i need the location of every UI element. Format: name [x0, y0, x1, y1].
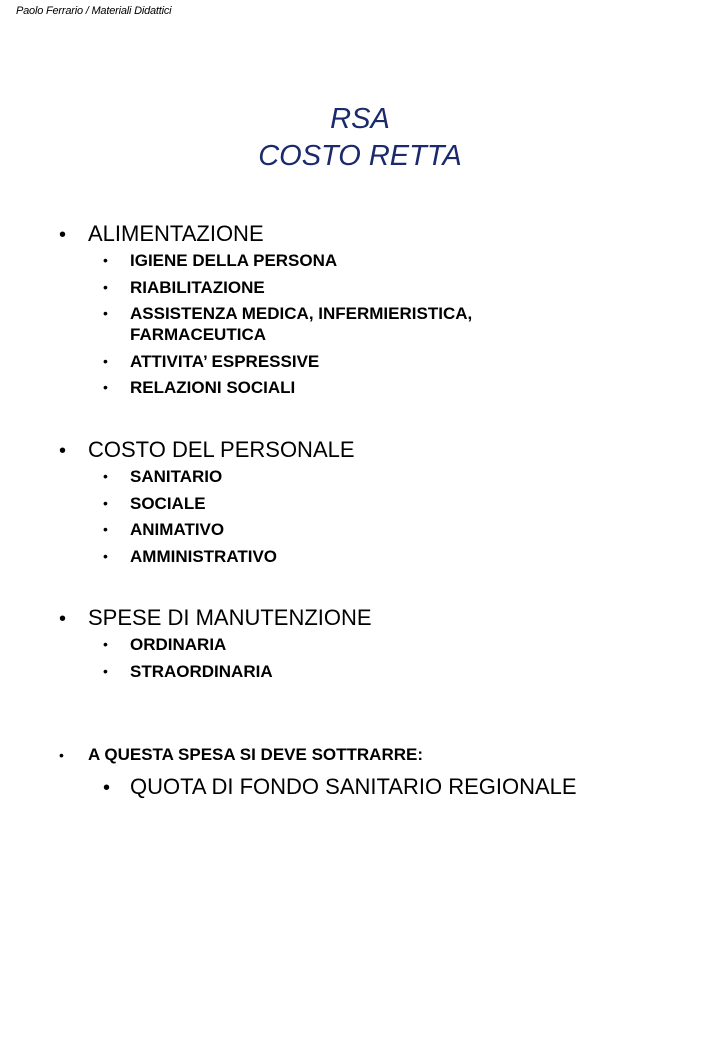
- list-item: • ASSISTENZA MEDICA, INFERMIERISTICA, FARMACEUTICA: [103, 304, 473, 344]
- section-heading-text: ALIMENTAZIONE: [88, 221, 264, 246]
- section-heading-text: COSTO DEL PERSONALE: [88, 437, 355, 462]
- bullet-icon: •: [103, 521, 108, 537]
- deduction-item-text: QUOTA DI FONDO SANITARIO REGIONALE: [130, 774, 577, 799]
- section-heading: [56, 437, 696, 464]
- list-item: • AMMINISTRATIVO: [103, 546, 278, 566]
- bullet-icon: •: [59, 608, 67, 630]
- bullet-icon: •: [59, 224, 67, 246]
- list-item: • STRAORDINARIA: [103, 661, 273, 681]
- title-line-2: COSTO RETTA: [258, 140, 462, 172]
- list-item: • RIABILITAZIONE: [103, 277, 265, 297]
- bullet-icon: •: [103, 379, 108, 395]
- deduction-heading-text: A QUESTA SPESA SI DEVE SOTTRARRE:: [88, 745, 424, 764]
- deduction-heading: [56, 744, 696, 766]
- section-heading: [56, 605, 696, 632]
- bullet-icon: •: [59, 440, 67, 462]
- bullet-icon: •: [103, 305, 108, 321]
- sub-list: [56, 466, 696, 567]
- list-item: • SANITARIO: [103, 467, 223, 486]
- section-alimentazione: [56, 221, 696, 404]
- list-item: • ORDINARIA: [103, 635, 227, 654]
- bullet-icon: •: [103, 252, 108, 268]
- section-heading-text: SPESE DI MANUTENZIONE: [88, 605, 372, 630]
- bullet-icon: •: [103, 662, 108, 679]
- sub-list: [56, 634, 696, 682]
- list-item: • RELAZIONI SOCIALI: [103, 378, 296, 397]
- bullet-icon: •: [103, 468, 108, 484]
- list-item: • SOCIALE: [103, 493, 206, 513]
- bullet-icon: •: [103, 352, 108, 369]
- bullet-icon: •: [103, 777, 111, 799]
- deduction-item: [103, 774, 696, 801]
- list-item: • IGIENE DELLA PERSONA: [103, 251, 338, 270]
- bullet-icon: •: [103, 636, 108, 652]
- bullet-icon: •: [103, 547, 108, 564]
- list-item: • ATTIVITA’ ESPRESSIVE: [103, 351, 320, 371]
- section-deduction: [56, 744, 696, 801]
- list-item: • ANIMATIVO: [103, 520, 225, 539]
- sub-list: [56, 250, 696, 398]
- bullet-icon: •: [103, 278, 108, 295]
- bullet-icon: •: [59, 747, 64, 763]
- title-line-1: RSA: [330, 103, 390, 135]
- document-header: Paolo Ferrario / Materiali Didattici: [16, 5, 172, 17]
- section-spese-manutenzione: [56, 605, 696, 687]
- section-heading: [56, 221, 696, 248]
- bullet-icon: •: [103, 494, 108, 511]
- section-costo-personale: [56, 437, 696, 572]
